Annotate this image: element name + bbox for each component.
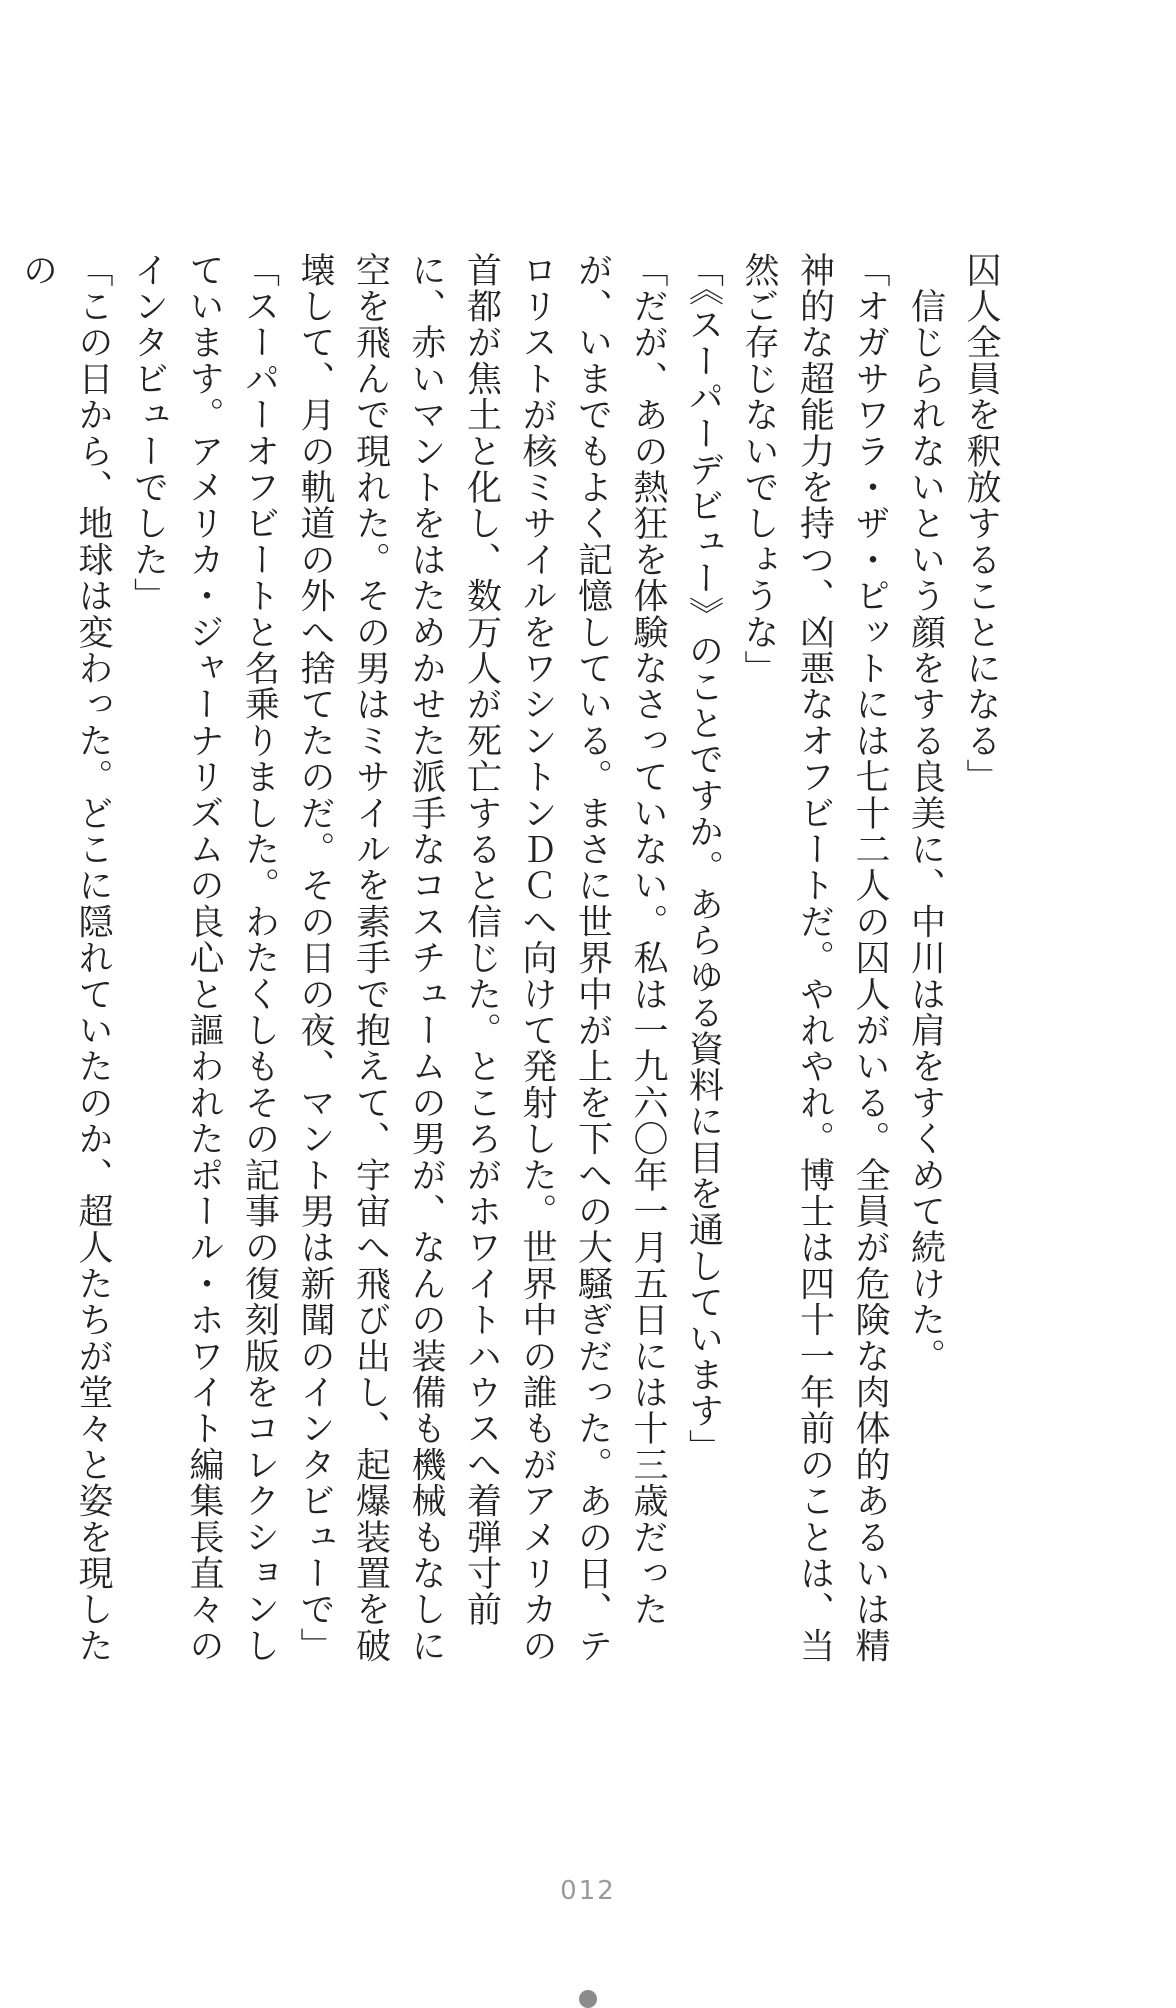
paragraph: 信じられないという顔をする良美に、中川は肩をすくめて続けた。	[905, 252, 946, 1375]
paragraph: 「だが、あの熱狂を体験なさっていない。私は一九六〇年一月五日には十三歳だったが、いまでもよく記憶している。まさに世界中が上を下への大騒ぎだった。あの日、テロリストが核ミサイルをワシントンＤＣへ向けて発射した。世界中の誰もがアメリカの首都が焦土と化し、数万人が死亡すると信じた。ところがホワイトハウスへ着弾寸前に、赤いマントをはためかせた派手なコスチュームの男が、なんの装備も機械もなしに空を飛んで現れた。その男はミサイルを素手で抱えて、宇宙へ飛び出し、起爆装置を破壊して、月の軌道の外へ捨てたのだ。その日の夜、マント男は新聞のインタビューで」	[295, 252, 668, 1664]
paragraph: 「スーパーオフビートと名乗りました。わたくしもその記事の復刻版をコレクションしています。アメリカ・ジャーナリズムの良心と謳われたポール・ホワイト編集長直々のインタビューでした」	[128, 252, 280, 1664]
paragraph: 「オガサワラ・ザ・ピットには七十二人の囚人がいる。全員が危険な肉体的あるいは精神的な超能力を持つ、凶悪なオフビートだ。やれやれ。博士は四十一年前のことは、当然ご存じないでしょうな」	[739, 252, 890, 1664]
page-number: 012	[560, 1876, 616, 1906]
paragraph: 「この日から、地球は変わった。どこに隠れていたのか、超人たちが堂々と姿を現したの	[17, 252, 113, 1664]
page-marker-dot	[579, 1990, 597, 2008]
paragraph: 「《スーパーデビュー》のことですか。あらゆる資料に目を通しています」	[683, 252, 724, 1466]
vertical-text-body	[17, 252, 1008, 1672]
paragraph: 囚人全員を釈放することになる」	[961, 252, 1001, 795]
